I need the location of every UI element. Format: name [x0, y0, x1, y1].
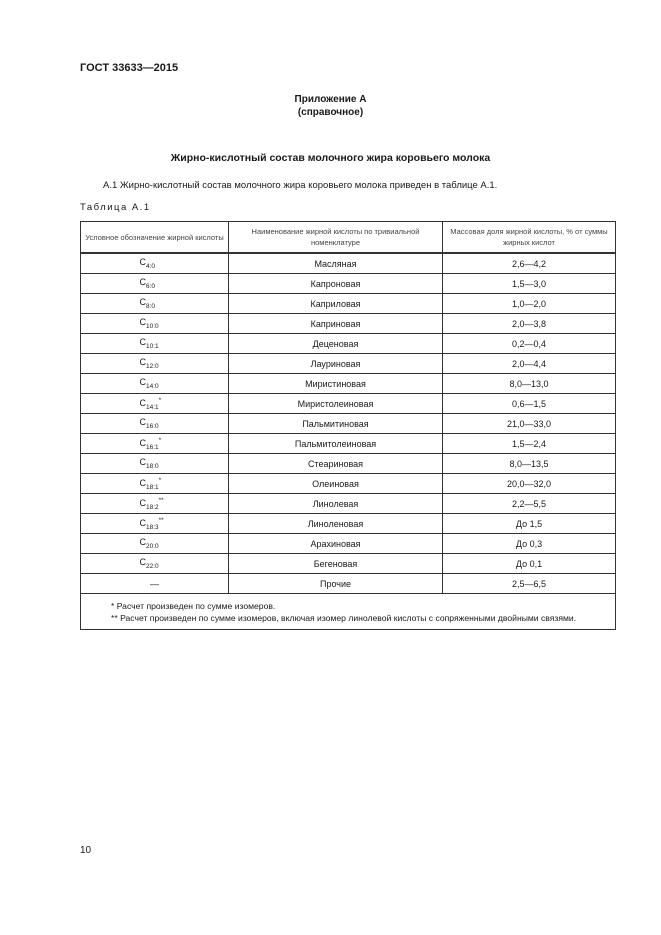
cell-mass-fraction: 8,0—13,5 [443, 454, 616, 474]
cell-mass-fraction: До 0,1 [443, 554, 616, 574]
cell-mass-fraction: 2,5—6,5 [443, 574, 616, 594]
acid-symbol-letter: C [139, 377, 146, 387]
acid-symbol-subscript: 16:0 [146, 423, 159, 430]
acid-symbol [130, 317, 180, 330]
acid-symbol-letter: C [139, 437, 146, 448]
table-row [81, 414, 616, 434]
fatty-acid-table [80, 221, 616, 630]
cell-symbol [81, 394, 229, 414]
cell-acid-name: Линоленовая [229, 514, 443, 534]
cell-symbol [81, 494, 229, 514]
table-row [81, 574, 616, 594]
cell-mass-fraction: 2,0—3,8 [443, 314, 616, 334]
footnote-single-star: * Расчет произведен по сумме изомеров. [111, 601, 276, 611]
page-number: 10 [80, 845, 92, 856]
acid-symbol-letter: C [139, 517, 146, 528]
header-name: Наименование жирной кислоты по тривиальной номенклатуре [229, 222, 443, 254]
table-row [81, 514, 616, 534]
acid-symbol-letter: C [139, 297, 146, 307]
cell-acid-name: Линолевая [229, 494, 443, 514]
table-row [81, 314, 616, 334]
cell-symbol [81, 253, 229, 274]
cell-symbol [81, 554, 229, 574]
acid-symbol-subscript: 22:0 [146, 563, 159, 570]
table-notes [81, 594, 616, 630]
acid-symbol-letter: C [139, 357, 146, 367]
header-symbol: Условное обозначение жирной кислоты [81, 222, 229, 254]
acid-symbol [130, 477, 180, 491]
acid-symbol-footnote-mark: ** [158, 516, 164, 524]
footnote-double-star: ** Расчет произведен по сумме изомеров, включая изомер линолевой кислоты с сопряженными двойными связями. [111, 613, 577, 623]
table-row [81, 454, 616, 474]
table-row [81, 354, 616, 374]
acid-symbol-letter: C [139, 337, 146, 347]
acid-symbol [130, 517, 180, 531]
table-row [81, 494, 616, 514]
acid-symbol-subscript: 6:0 [146, 283, 156, 290]
acid-symbol-subscript: 16:1 [146, 443, 159, 451]
acid-symbol [130, 537, 180, 550]
cell-symbol [81, 354, 229, 374]
cell-mass-fraction: 21,0—33,0 [443, 414, 616, 434]
cell-mass-fraction: 1,0—2,0 [443, 294, 616, 314]
cell-mass-fraction: 1,5—3,0 [443, 274, 616, 294]
cell-acid-name: Лауриновая [229, 354, 443, 374]
cell-mass-fraction: 0,6—1,5 [443, 394, 616, 414]
table-row [81, 334, 616, 354]
cell-acid-name: Миристиновая [229, 374, 443, 394]
acid-symbol-letter: C [139, 457, 146, 467]
cell-acid-name: Масляная [229, 253, 443, 274]
acid-symbol [130, 457, 180, 470]
acid-symbol-subscript: 18:0 [146, 463, 159, 470]
acid-symbol-letter: — [150, 578, 159, 589]
acid-symbol-subscript: 4:0 [146, 263, 156, 270]
acid-symbol [130, 297, 180, 310]
cell-mass-fraction: 1,5—2,4 [443, 434, 616, 454]
cell-acid-name: Бегеновая [229, 554, 443, 574]
table-body [81, 253, 616, 594]
header-value: Массовая доля жирной кислоты, % от суммы жирных кислот [443, 222, 616, 254]
cell-symbol [81, 534, 229, 554]
cell-acid-name: Миристолеиновая [229, 394, 443, 414]
acid-symbol-footnote-mark: * [158, 396, 162, 404]
cell-acid-name: Капроновая [229, 274, 443, 294]
table-row [81, 534, 616, 554]
cell-acid-name: Прочие [229, 574, 443, 594]
cell-symbol [81, 274, 229, 294]
acid-symbol-subscript: 14:0 [146, 383, 159, 390]
acid-symbol [130, 437, 180, 451]
acid-symbol [130, 277, 180, 290]
cell-symbol [81, 314, 229, 334]
appendix-heading [0, 93, 661, 119]
appendix-subtitle: (справочное) [297, 107, 364, 118]
acid-symbol-letter: C [139, 417, 146, 427]
acid-symbol-letter: C [139, 477, 146, 488]
cell-acid-name: Пальмитиновая [229, 414, 443, 434]
cell-symbol [81, 514, 229, 534]
acid-symbol-footnote-mark: * [158, 436, 162, 444]
acid-symbol-letter: C [139, 497, 146, 508]
table-row [81, 274, 616, 294]
acid-symbol-letter: C [139, 317, 146, 327]
cell-mass-fraction: До 1,5 [443, 514, 616, 534]
cell-symbol [81, 434, 229, 454]
cell-mass-fraction: 2,0—4,4 [443, 354, 616, 374]
acid-symbol [130, 337, 180, 350]
table-header-row [81, 222, 616, 254]
table-row [81, 554, 616, 574]
acid-symbol [135, 579, 175, 589]
cell-mass-fraction: 2,6—4,2 [443, 253, 616, 274]
section-title: Жирно-кислотный состав молочного жира коровьего молока [170, 152, 491, 164]
cell-acid-name: Каприловая [229, 294, 443, 314]
cell-acid-name: Олеиновая [229, 474, 443, 494]
cell-mass-fraction: 8,0—13,0 [443, 374, 616, 394]
cell-symbol [81, 294, 229, 314]
acid-symbol [130, 417, 180, 430]
acid-symbol-subscript: 20:0 [146, 543, 159, 550]
table-caption: Таблица А.1 [80, 202, 151, 213]
table-row [81, 474, 616, 494]
cell-symbol [81, 454, 229, 474]
table-row [81, 374, 616, 394]
table-row [81, 434, 616, 454]
acid-symbol-footnote-mark: ** [158, 496, 164, 504]
acid-symbol [130, 377, 180, 390]
intro-paragraph: А.1 Жирно-кислотный состав молочного жира коровьего молока приведен в таблице А.1. [103, 180, 498, 191]
acid-symbol-letter: C [139, 397, 146, 408]
cell-acid-name: Арахиновая [229, 534, 443, 554]
cell-mass-fraction: 2,2—5,5 [443, 494, 616, 514]
cell-acid-name: Стеариновая [229, 454, 443, 474]
table-notes-row [81, 594, 616, 630]
cell-symbol [81, 414, 229, 434]
cell-symbol [81, 474, 229, 494]
cell-symbol [81, 574, 229, 594]
acid-symbol [130, 497, 180, 511]
cell-symbol [81, 334, 229, 354]
document-code: ГОСТ 33633—2015 [80, 62, 179, 74]
cell-symbol [81, 374, 229, 394]
acid-symbol [130, 397, 180, 411]
acid-symbol-letter: C [139, 277, 146, 287]
acid-symbol [130, 257, 180, 270]
acid-symbol [130, 557, 180, 570]
acid-symbol-subscript: 8:0 [146, 303, 156, 310]
acid-symbol-subscript: 12:0 [146, 363, 159, 370]
acid-symbol-subscript: 10:1 [146, 343, 159, 350]
acid-symbol-letter: C [139, 257, 146, 267]
table-row [81, 394, 616, 414]
cell-acid-name: Деценовая [229, 334, 443, 354]
cell-acid-name: Пальмитолеиновая [229, 434, 443, 454]
acid-symbol [130, 357, 180, 370]
cell-mass-fraction: 0,2—0,4 [443, 334, 616, 354]
table-row [81, 253, 616, 274]
cell-mass-fraction: До 0,3 [443, 534, 616, 554]
acid-symbol-footnote-mark: * [158, 476, 162, 484]
acid-symbol-letter: C [139, 537, 146, 547]
appendix-title: Приложение А [294, 94, 367, 105]
acid-symbol-letter: C [139, 557, 146, 567]
acid-symbol-subscript: 14:1 [146, 403, 159, 411]
acid-symbol-subscript: 18:2 [146, 503, 159, 511]
cell-mass-fraction: 20,0—32,0 [443, 474, 616, 494]
cell-acid-name: Каприновая [229, 314, 443, 334]
acid-symbol-subscript: 18:3 [146, 523, 159, 531]
acid-symbol-subscript: 10:0 [146, 323, 159, 330]
table-row [81, 294, 616, 314]
acid-symbol-subscript: 18:1 [146, 483, 159, 491]
